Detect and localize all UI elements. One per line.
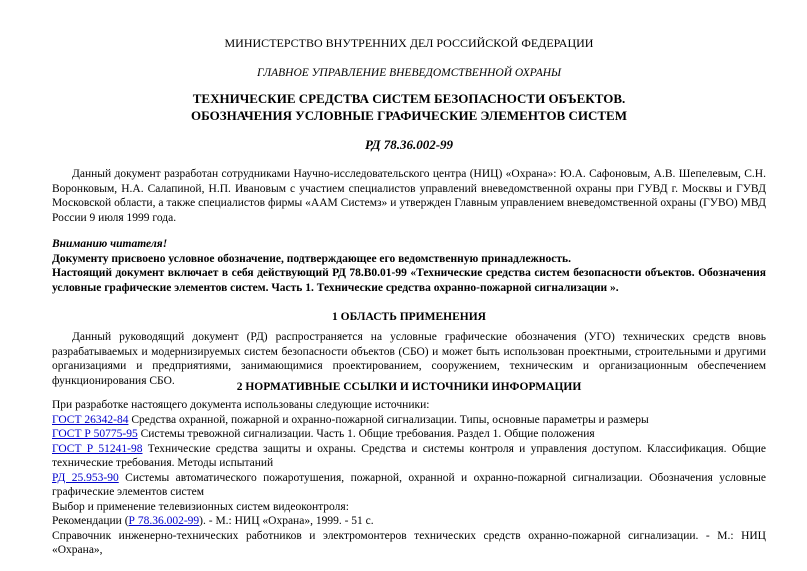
document-title-line1: ТЕХНИЧЕСКИЕ СРЕДСТВА СИСТЕМ БЕЗОПАСНОСТИ ОБЪЕКТОВ. — [192, 91, 626, 106]
reference-link[interactable]: ГОСТ Р 50775-95 — [52, 428, 138, 440]
section1-paragraph: Данный руководящий документ (РД) распространяется на условные графические обозначения (УГО) технических средств вновь разрабатываемых и модернизируемых систем безопасности объектов (СБО) и может быть использован проектными, строительными и другими организациями и предприятиями, занимающимися проектированием, сооружением, техническим и организационным обеспечением функционирования СБО. — [52, 331, 766, 387]
reference-text: Средства охранной, пожарной и охранно-пожарной сигнализации. Типы, основные параметры и размеры — [128, 413, 649, 426]
attention-heading: Вниманию читателя! — [52, 238, 168, 250]
reference-text: Системы автоматического пожаротушения, пожарной, охранной и охранно-пожарной сигнализации. Обозначения условные графические элементов систем — [52, 471, 766, 498]
ministry-heading: МИНИСТЕРСТВО ВНУТРЕННИХ ДЕЛ РОССИЙСКОЙ ФЕДЕРАЦИИ — [224, 36, 594, 50]
references-list — [52, 398, 766, 558]
reference-item — [52, 427, 766, 442]
section2-heading: 2 НОРМАТИВНЫЕ ССЫЛКИ И ИСТОЧНИКИ ИНФОРМАЦИИ — [236, 381, 582, 393]
department-heading: ГЛАВНОЕ УПРАВЛЕНИЕ ВНЕВЕДОМСТВЕННОЙ ОХРАНЫ — [256, 67, 562, 79]
recommendation-link[interactable]: Р 78.36.002-99 — [128, 515, 200, 527]
recommendation-line — [52, 514, 766, 529]
reference-link[interactable]: ГОСТ Р 51241-98 — [52, 442, 143, 455]
recommendation-prefix: Рекомендации ( — [52, 515, 129, 527]
document-title-line2: ОБОЗНАЧЕНИЯ УСЛОВНЫЕ ГРАФИЧЕСКИЕ ЭЛЕМЕНТОВ СИСТЕМ — [191, 108, 627, 123]
reference-item — [52, 442, 766, 471]
references-lead: При разработке настоящего документа использованы следующие источники: — [52, 399, 430, 411]
reference-link[interactable]: РД 25.953-90 — [52, 471, 119, 484]
reference-text: Технические средства защиты и охраны. Средства и системы контроля и управления доступом. Классификация. Общие технические требования. Методы испытаний — [52, 442, 766, 469]
document-code: РД 78.36.002-99 — [364, 137, 454, 152]
tv-systems-line: Выбор и применение телевизионных систем видеоконтроля: — [52, 500, 349, 513]
recommendation-suffix: ). - М.: НИЦ «Охрана», 1999. - 51 с. — [199, 515, 374, 527]
reference-link[interactable]: ГОСТ 26342-84 — [52, 413, 129, 426]
reference-item — [52, 413, 766, 428]
section1-heading: 1 ОБЛАСТЬ ПРИМЕНЕНИЯ — [332, 311, 486, 323]
attention-line2: Настоящий документ включает в себя действующий РД 78.В0.01-99 «Технические средства систем безопасности объектов. Обозначения условные графические элементов систем. Часть 1. Технические средства охранно-пожарной сигнализации ». — [52, 267, 766, 294]
handbook-line: Справочник инженерно-технических работников и электромонтеров технических средств охранно-пожарной сигнализации. - М.: НИЦ «Охрана», — [52, 529, 766, 556]
intro-paragraph: Данный документ разработан сотрудниками Научно-исследовательского центра (НИЦ) «Охрана»: Ю.А. Сафоновым, А.В. Шепелевым, С.Н. Воронковым, Н.А. Салапиной, Н.П. Ивановым с участием специалистов управлений вневедомственной охраны при ГУВД г. Москвы и ГУВД Московской области, а также специалистов фирмы «ААМ Системз» и утвержден Главным управлением вневедомственной охраны (ГУВО) МВД России 9 июля 1999 года. — [52, 168, 766, 224]
reference-item — [52, 471, 766, 500]
attention-block — [52, 237, 766, 295]
attention-line1: Документу присвоено условное обозначение, подтверждающее его ведомственную принадлежность. — [52, 252, 571, 265]
reference-text: Системы тревожной сигнализации. Часть 1. Общие требования. Раздел 1. Общие положения — [137, 428, 595, 440]
